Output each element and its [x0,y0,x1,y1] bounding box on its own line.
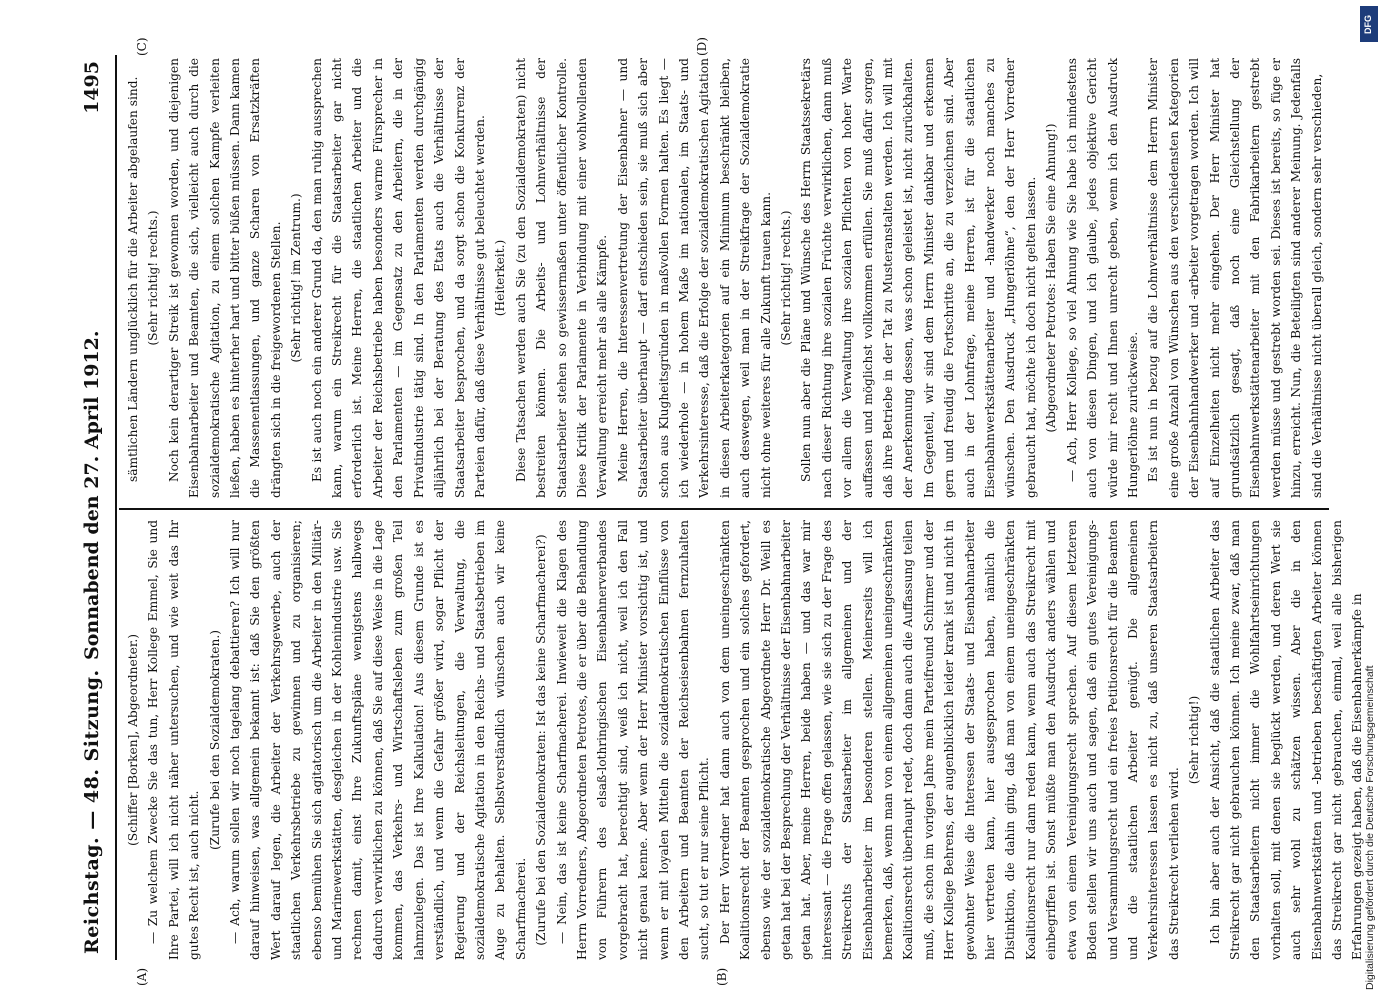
interjection: (Sehr richtig! rechts.) [146,210,161,346]
column-right [123,58,1323,498]
dfg-logo [1360,6,1378,42]
paragraph: Es ist auch noch ein anderer Grund da, den man ruhig aussprechen kann, warum ein Streikrecht für die Staatsarbeiter gar nicht erforderlich ist. Meine Herren, die staatlichen Arbeiter und die Arbeiter der Reichsbetriebe haben besonders warme Fürsprecher in den Parlamenten — im Gegensatz zu den Arbeitern, die in der Privatindustrie tätig sind. In den Parlamenten werden durchgängig alljährlich bei der Beratung des Etats auch die Verhältnisse der Staatsarbeiter besprochen, und da sorgt schon die Konkurrenz der Parteien dafür, daß diese Verhältnisse gut beleuchtet werden. [309,58,487,498]
margin-marker-b: (B) [715,967,729,986]
paragraph: Es ist nun in bezug auf die Lohnverhältnisse dem Herrn Minister eine große Anzahl von Wünschen aus den verschiedensten Kategorien der Eisenbahnhandwerker und -arbeiter vorgetragen worden. Ich will auf Einzelheiten nicht mehr eingehen. Der Herr Minister hat grundsätzlich gesagt, daß noch eine Gleichstellung der Eisenbahnwerkstättenarbeiter mit den Fabrikarbeitern gestrebt werden müsse und gestrebt worden sei. Dieses ist bereits, so füge er hinzu, erreicht. Nun, die Beteiligten sind anderer Meinung. Jedenfalls sind die Verhältnisse nicht überall gleich, sondern sehr verschieden, [1146,58,1324,498]
interjection: (Abgeordneter Petrotes: Haben Sie eine Ahnung!) [1044,123,1059,433]
interjection: (Zurufe bei den Sozialdemokraten: Ist das keine Scharfmacherei?) [534,534,549,946]
paragraph: Sollen nun aber die Pläne und Wünsche des Herrn Staatssekretärs nach dieser Richtung ihre sozialen Früchte verwirklichen, dann muß vor allem die Verwaltung ihre sozialen Pflichten von hoher Warte auffassen und möglichst vollkommen erfüllen. Sie muß dafür sorgen, daß ihre Betriebe in der Tat zu Musteranstalten werden. Ich will mit der Anerkennung dessen, was schon geleistet ist, nicht zurückhalten. Im Gegenteil, wir sind dem Herrn Minister dankbar und erkennen gern und freudig die Fortschritte an, die zu verzeichnen sind. Aber auch in der Lohnfrage, meine Herren, ist für die staatlichen Eisenbahnwerkstättenarbeiter und -handwerker noch manches zu wünschen. Den Ausdruck „Hungerlöhne“, den der Herr Vorredner gebraucht hat, möchte ich doch nicht gelten lassen. [799,58,1038,498]
interjection: (Sehr richtig!) [1187,695,1202,785]
paragraph: Ich bin aber auch der Ansicht, daß die staatlichen Arbeiter das Streikrecht gar nicht gebrauchen können. Ich meine zwar, daß man den Staatsarbeitern nicht immer die Wohlfahrtseinrichtungen vorhalten soll, mit denen sie beglückt werden, und deren Wert sie auch sehr wohl zu schätzen wissen. Aber die in den Eisenbahnwerkstätten und -betrieben beschäftigten Arbeiter können das Streikrecht gar nicht gebrauchen, einmal, weil alle bisherigen Erfahrungen gezeigt haben, daß die Eisenbahnerkämpfe in [1207,520,1365,960]
paragraph: Meine Herren, die Interessenvertretung der Eisenbahner — und Staatsarbeiter überhaupt — darf entschieden sein, sie muß sich aber schon aus Klugheitsgründen in maßvollen Formen halten. Es liegt — ich wiederhole — in hohem Maße im nationalen, im Staats- und Verkehrsinteresse, daß die Erfolge der sozialdemokratischen Agitation in diesen Arbeiterkategorien auf ein Minimum beschränkt bleiben, auch deswegen, weil man in der Streikfrage der Sozialdemokratie nicht ohne weiteres für alle Zukunft trauen kann. [615,58,773,498]
margin-marker-d: (D) [695,37,709,56]
digitization-note [1338,0,1386,1000]
interjection: (Zurufe bei den Sozialdemokraten.) [207,630,222,851]
paragraph: Noch kein derartiger Streik ist gewonnen worden, und diejenigen Eisenbahnarbeiter und Beamten, die sich, vielleicht auch durch die sozialdemokratische Agitation, zu einem solchen Kampfe verleiten ließen, haben es hinterher hart und bitter büßen müssen. Dann kamen die Massenentlassungen, und ganze Scharen von Ersatzkräften drängten sich in die freigewordenen Stellen. [166,58,283,498]
margin-marker-a: (A) [135,967,149,986]
interjection: (Heiterkeit.) [493,239,508,317]
rotated-page-content [75,37,1365,986]
paragraph: Der Herr Vorredner hat dann auch von dem uneingeschränkten Koalitionsrecht der Beamten gesprochen und ein solches gefordert, ebenso wie der sozialdemokratische Abgeordnete Herr Dr. Weill es getan hat bei der Besprechung der Verhältnisse der Eisenbahnarbeiter getan hat. Aber, meine Herren, beide haben — und das war mir interessant — die Frage offen gelassen, wie sie sich zu der Frage des Streikrechts der Staatsarbeiter im allgemeinen und der Eisenbahnarbeiter im besonderen stellen. Meinerseits will ich bemerken, daß, wenn man von einem allgemeinen uneingeschränkten Koalitionsrecht überhaupt redet, doch dann auch die Auffassung teilen muß, die schon im vorigen Jahre mein Parteifreund Schirmer und der Herr Kollege Behrens, der augenblicklich leider krank ist und nicht in gewohnter Weise die Interessen der Staats- und Eisenbahnarbeiter hier vertreten kann, hier ausgesprochen haben, nämlich die Distinktion, die dahin ging, daß man von einem uneingeschränkten Koalitionsrecht nur dann reden kann, wenn auch das Streikrecht mit einbegriffen ist. Sonst müßte man den Ausdruck anders wählen und etwa von einem Vereinigungsrecht sprechen. Auf diesem letzteren Boden stellen wir uns auch und sagen, daß ein gutes Vereinigungs- und Versammlungsrecht und ein freies Petitionsrecht für die Beamten und die staatlichen Arbeiter genügt. Die allgemeinen Verkehrsinteressen lassen es nicht zu, daß unseren Staatsarbeitern das Streikrecht verliehen wird. [717,520,1181,960]
column-divider [119,508,1329,510]
header-left: Reichstag. — 48. Sitzung. [81,669,103,954]
interjection: (Sehr richtig! im Zentrum.) [289,193,304,363]
digitization-note-text: Digitalisierung gefördert durch die Deutsche Forschungsgemeinschaft [1364,665,1376,990]
column-left [123,520,1365,960]
dfg-logo-text: DFG [1363,15,1373,34]
page-header [75,55,117,960]
paragraph: sämtlichen Ländern unglücklich für die Arbeiter abgelaufen sind. [126,76,140,482]
interjection: (Sehr richtig! rechts.) [779,210,793,346]
paragraph: (Schiffer [Borken], Abgeordneter.) [126,634,140,846]
paragraph: — Ach, warum sollen wir noch tagelang debattieren? Ich will nur darauf hinweisen, was allgemein bekannt ist: daß Sie den größten Wert darauf legen, die Arbeiter der Verkehrsgewerbe, auch der staatlichen Verkehrsbetriebe zu gewinnen und zu organisieren; ebenso bemühen Sie sich agitatorisch um die Arbeiter in den Militär- und Marinewerkstätten, desgleichen in der Kohlenindustrie usw. Sie rechnen damit, einst Ihre Zukunftspläne wenigstens halbwegs dadurch verwirklichen zu können, daß Sie auf diese Weise in die Lage kommen, das Verkehrs- und Wirtschaftsleben zum großen Teil lahmzulegen. Das ist Ihre Kalkulation! Aus diesem Grunde ist es verständlich, und wenn die Gefahr größer wird, sogar Pflicht der Regierung und der Reichsleitungen, die Verwaltung, die sozialdemokratische Agitation in den Reichs- und Staatsbetrieben im Auge zu behalten. Selbstverständlich wünschen auch wir keine Scharfmacherei. [228,520,528,960]
paragraph: Diese Tatsachen werden auch Sie (zu den Sozialdemokraten) nicht bestreiten können. Die Arbeits- und Lohnverhältnisse der Staatsarbeiter stehen so gewissermaßen unter öffentlicher Kontrolle. Diese Kritik der Parlamente in Verbindung mit einer wohlwollenden Verwaltung erreicht mehr als alle Kämpfe. [513,58,610,498]
page-number: 1495 [81,61,103,114]
paragraph: — Zu welchem Zwecke Sie das tun, Herr Kollege Emmel, Sie und Ihre Partei, will ich nicht näher untersuchen, und wie weit das Ihr gutes Recht ist, auch nicht. [146,520,202,960]
header-date: Sonnabend den 27. April 1912. [81,330,103,660]
paragraph: — Ach, Herr Kollege, so viel Ahnung wie Sie habe ich mindestens auch von diesen Dingen, und ich glaube, jedes objektive Gericht würde mir recht und Ihnen unrecht geben, wenn ich den Ausdruck Hungerlöhne zurückweise. [1064,58,1140,498]
paragraph: — Nein, das ist keine Scharfmacherei. Inwieweit die Klagen des Herrn Vorredners, Abgeordneten Petrotes, die er über die Behandlung von Führern des elsaß-lothringischen Eisenbahnerverbandes vorgebracht hat, berechtigt sind, weiß ich nicht, weil ich den Fall nicht genau kenne. Aber wenn der Herr Minister vorsichtig ist, und wenn er mit loyalen Mitteln die sozialdemokratischen Einflüsse von den Arbeitern und Beamten der Reichseisenbahnen fernzuhalten sucht, so tut er nur seine Pflicht. [554,520,712,960]
margin-marker-c: (C) [135,37,149,56]
